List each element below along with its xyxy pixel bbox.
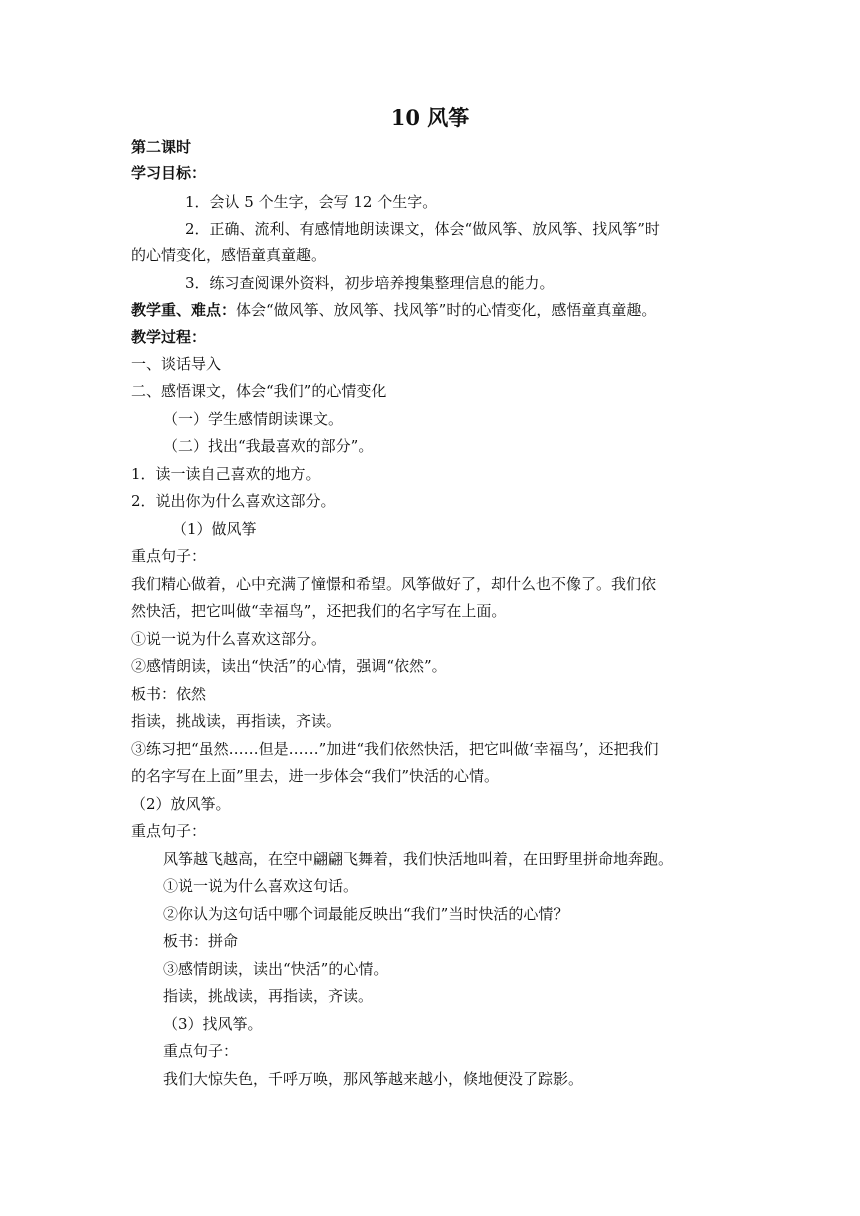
objective-2: 2．正确、流利、有感情地朗读课文，体会“做风筝、放风筝、找风筝”时 xyxy=(185,220,660,238)
objective-1: 1．会认 5 个生字，会写 12 个生字。 xyxy=(185,193,438,211)
process-line: ①说一说为什么喜欢这句话。 xyxy=(163,877,359,895)
process-line: ①说一说为什么喜欢这部分。 xyxy=(131,630,327,648)
process-line: 的名字写在上面”里去，进一步体会“我们”快活的心情。 xyxy=(131,767,500,785)
process-line: 一、谈话导入 xyxy=(131,355,222,373)
process-line: ②感情朗读，读出“快活”的心情，强调“依然”。 xyxy=(131,657,447,675)
process-line: 我们大惊失色，千呼万唤，那风筝越来越小，倏地便没了踪影。 xyxy=(163,1070,584,1088)
objective-2-cont: 的心情变化，感悟童真童趣。 xyxy=(131,246,327,264)
process-line: ③感情朗读，读出“快活”的心情。 xyxy=(163,960,389,978)
process-line: 重点句子： xyxy=(131,547,207,565)
process-line: 2．说出你为什么喜欢这部分。 xyxy=(131,492,336,510)
process-line: 指读，挑战读，再指读，齐读。 xyxy=(163,987,374,1005)
process-line: （二）找出“我最喜欢的部分”。 xyxy=(163,437,374,455)
process-heading: 教学过程： xyxy=(131,328,207,346)
process-line: 二、感悟课文，体会“我们”的心情变化 xyxy=(131,382,387,400)
objective-3: 3．练习查阅课外资料，初步培养搜集整理信息的能力。 xyxy=(185,274,555,292)
process-line: 1．读一读自己喜欢的地方。 xyxy=(131,465,321,483)
process-line: （3）找风筝。 xyxy=(163,1015,263,1033)
process-line: 板书：拼命 xyxy=(163,932,239,950)
process-line: 重点句子： xyxy=(131,822,207,840)
document-title: 10 风筝 xyxy=(390,105,470,130)
process-line: （1）做风筝 xyxy=(172,520,257,538)
process-line: 然快活，把它叫做“幸福鸟”，还把我们的名字写在上面。 xyxy=(131,602,507,620)
process-line: （一）学生感情朗读课文。 xyxy=(163,410,344,428)
process-line: 重点句子： xyxy=(163,1042,239,1060)
process-line: 板书：依然 xyxy=(131,685,207,703)
process-line: 指读，挑战读，再指读，齐读。 xyxy=(131,712,342,730)
key-points-text: 体会“做风筝、放风筝、找风筝”时的心情变化，感悟童真童趣。 xyxy=(236,301,657,319)
key-points-label: 教学重、难点： xyxy=(131,301,237,319)
process-line: 风筝越飞越高，在空中翩翩飞舞着，我们快活地叫着，在田野里拼命地奔跑。 xyxy=(163,850,674,868)
process-line: ③练习把“虽然……但是……”加进“我们依然快活，把它叫做‘幸福鸟’，还把我们 xyxy=(131,740,659,758)
process-line: （2）放风筝。 xyxy=(131,795,231,813)
process-line: 我们精心做着，心中充满了憧憬和希望。风筝做好了，却什么也不像了。我们依 xyxy=(131,575,657,593)
key-points xyxy=(131,299,656,321)
objectives-heading: 学习目标： xyxy=(131,164,207,182)
process-line: ②你认为这句话中哪个词最能反映出“我们”当时快活的心情？ xyxy=(163,905,569,923)
lesson-label: 第二课时 xyxy=(131,138,192,156)
